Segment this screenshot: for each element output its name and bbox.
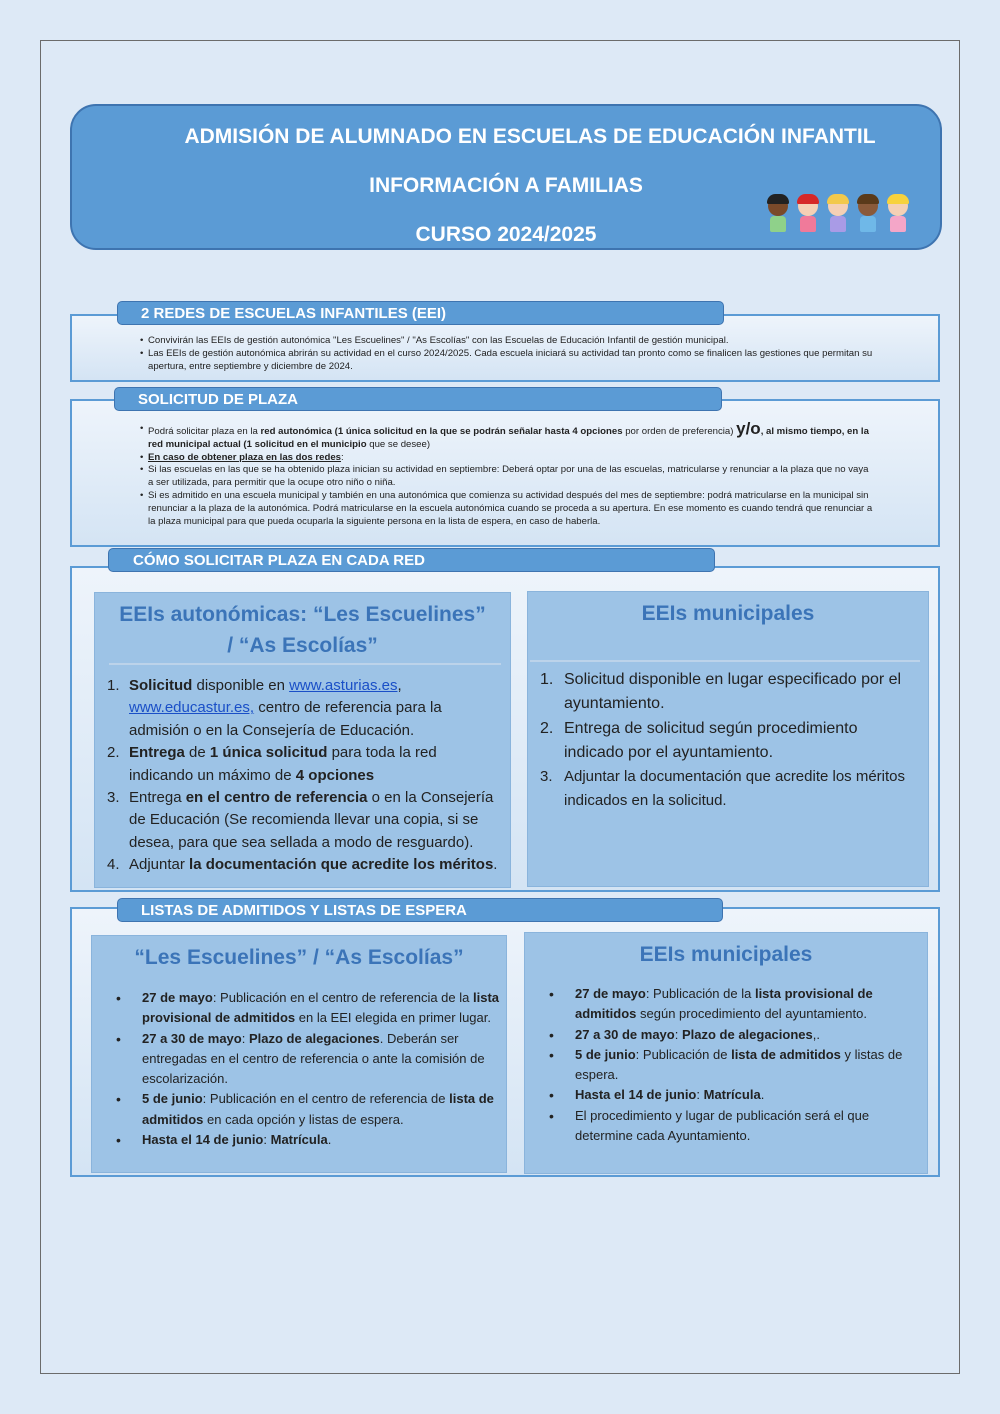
list-item: 3. Adjuntar la documentación que acredite los méritos indicados en la solicitud.: [540, 768, 906, 810]
panel-title: EEIs municipales: [639, 943, 813, 966]
divider: [530, 660, 920, 662]
list-item: • Podrá solicitar plaza en la red autonómica (1 única solicitud en la que se podrán señalar hasta 4 opciones por orden de preferencia) y/o, al mismo tiempo, en la red municipal actual (1 solicitud en el municipio que se desee): [140, 423, 876, 452]
list-item: 2. Entrega de 1 única solicitud para toda la red indicando un máximo de 4 opciones: [107, 744, 437, 784]
header-subtitle: INFORMACIÓN A FAMILIAS: [369, 174, 643, 197]
section-title-redes: 2 REDES DE ESCUELAS INFANTILES (EEI): [117, 301, 724, 325]
list-item: • En caso de obtener plaza en las dos redes:: [140, 452, 876, 465]
panel-title: EEIs municipales: [641, 602, 815, 625]
list-item: 2. Entrega de solicitud según procedimiento indicado por el ayuntamiento.: [540, 719, 858, 761]
redes-list: [140, 335, 876, 373]
child-icon: [764, 192, 792, 238]
list-item: • 27 a 30 de mayo: Plazo de alegaciones,.: [525, 1025, 921, 1045]
list-item: • 5 de junio: Publicación en el centro de referencia de lista de admitidos en cada opción y listas de espera.: [92, 1089, 500, 1130]
list-item: • 27 de mayo: Publicación de la lista provisional de admitidos según procedimiento del ayuntamiento.: [525, 984, 921, 1025]
solicitud-list: [140, 419, 876, 528]
list-item: • 5 de junio: Publicación de lista de admitidos y listas de espera.: [525, 1045, 921, 1086]
list-item: 3. Entrega en el centro de referencia o en la Consejería de Educación (Se recomienda llevar una copia, si se desea, para que sea sellada a modo de resguardo).: [107, 789, 494, 851]
link-educastur[interactable]: www.educastur.es,: [129, 699, 255, 717]
list-item: 1. Solicitud disponible en lugar especificado por el ayuntamiento.: [540, 671, 902, 713]
panel-autonomicas: [94, 592, 511, 888]
list-item: • Si es admitido en una escuela municipal y también en una autonómica que comienza su actividad después del mes de septiembre: podrá matricularse en la municipal sin renunciar a la plaza de la autonómica. Podrá matricularse en la escuela autonómica cuando se proceda a su apertura. En ese momento es cuando tendrá que renunciar a la plaza municipal para que pueda ocuparla la siguiente persona en la lista de espera, en caso de haberla.: [140, 490, 876, 528]
section-solicitud: [70, 399, 940, 547]
header-title: ADMISIÓN DE ALUMNADO EN ESCUELAS DE EDUCACIÓN INFANTIL: [184, 125, 876, 148]
header-course: CURSO 2024/2025: [415, 223, 597, 246]
divider: [109, 663, 501, 665]
child-icon: [794, 192, 822, 238]
dates-list: [92, 988, 500, 1150]
child-icon: [884, 192, 912, 238]
panel-municipales-listas: [524, 932, 928, 1174]
children-illustration: [764, 192, 912, 238]
section-title-solicitud: SOLICITUD DE PLAZA: [114, 387, 722, 411]
panel-title: EEIs autonómicas: “Les Escuelines” / “As Escolías”: [119, 603, 486, 657]
list-item: • 27 de mayo: Publicación en el centro de referencia de la lista provisional de admitidos en la EEI elegida en primer lugar.: [92, 988, 500, 1029]
steps-list: [528, 668, 918, 814]
panel-municipales: [527, 591, 929, 887]
child-icon: [824, 192, 852, 238]
list-item: • Hasta el 14 de junio: Matrícula.: [525, 1085, 921, 1105]
list-item: • Hasta el 14 de junio: Matrícula.: [92, 1130, 500, 1150]
panel-escuelines: [91, 935, 507, 1173]
list-item: 1. Solicitud disponible en www.asturias.es, www.educastur.es, centro de referencia para la admisión o en la Consejería de Educación.: [107, 677, 442, 739]
list-item: • El procedimiento y lugar de publicación será el que determine cada Ayuntamiento.: [525, 1106, 921, 1147]
section-title-listas: LISTAS DE ADMITIDOS Y LISTAS DE ESPERA: [117, 898, 723, 922]
child-icon: [854, 192, 882, 238]
section-title-como: CÓMO SOLICITAR PLAZA EN CADA RED: [108, 548, 715, 572]
panel-title: “Les Escuelines” / “As Escolías”: [134, 946, 464, 969]
section-listas: [70, 907, 940, 1177]
list-item: • Las EEIs de gestión autonómica abrirán su actividad en el curso 2024/2025. Cada escuela iniciará su actividad tan pronto como se finalicen las gestiones que permitan su apertura, entre septiembre y diciembre de 2024.: [140, 348, 876, 374]
list-item: • Si las escuelas en las que se ha obtenido plaza inician su actividad en septiembre: Deberá optar por una de las escuelas, matricularse y renunciar a la plaza que no vaya a ser utilizada, para permitir que la ocupe otro niño o niña.: [140, 464, 876, 490]
steps-list: [95, 675, 505, 877]
dates-list: [525, 984, 921, 1146]
list-item: • Convivirán las EEIs de gestión autonómica "Les Escuelines" / "As Escolías" con las Escuelas de Educación Infantil de gestión municipal.: [140, 335, 876, 348]
list-item: • 27 a 30 de mayo: Plazo de alegaciones. Deberán ser entregadas en el centro de referencia o ante la comisión de escolarización.: [92, 1029, 500, 1090]
header-banner: [70, 104, 942, 250]
list-item: 4. Adjuntar la documentación que acredite los méritos.: [107, 856, 498, 874]
section-como: [70, 566, 940, 892]
link-asturias[interactable]: www.asturias.es: [289, 677, 398, 694]
